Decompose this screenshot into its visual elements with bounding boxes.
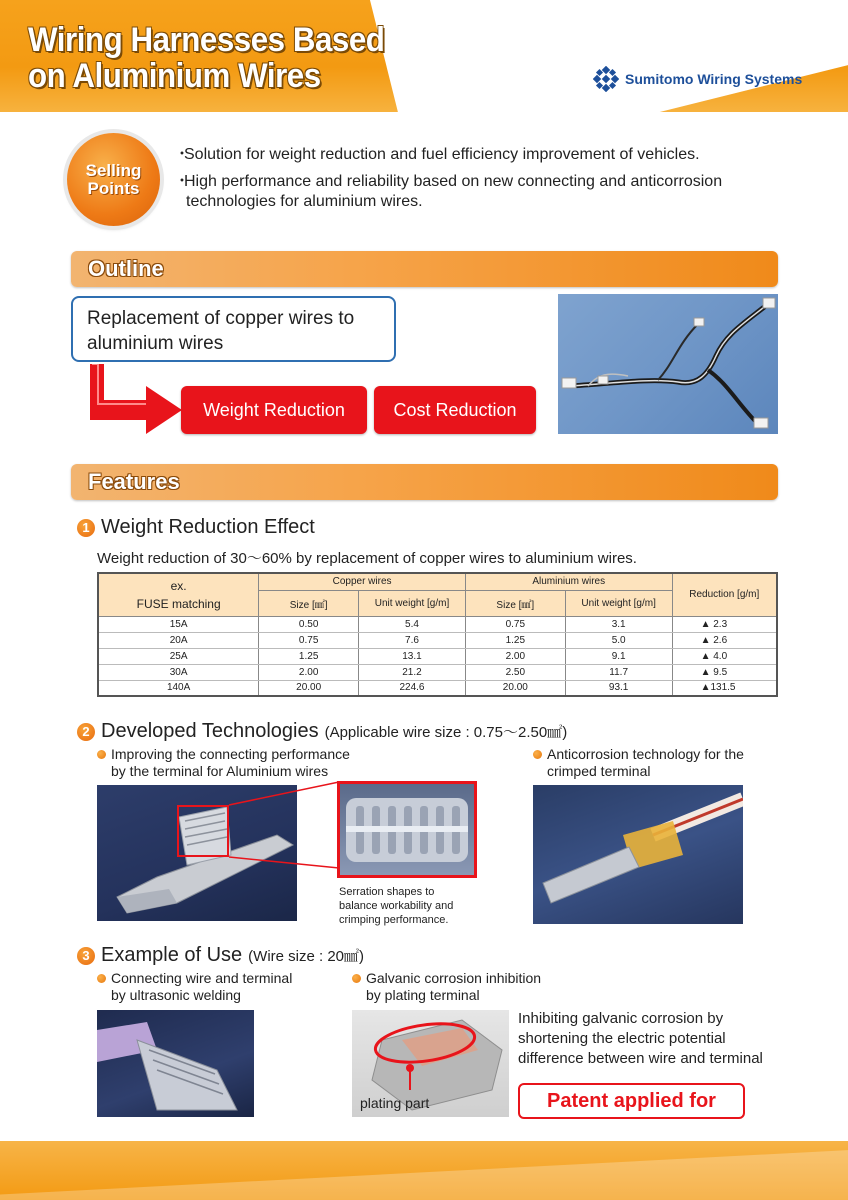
bullet-line: by the terminal for Aluminium wires (111, 763, 329, 779)
section-2-subtitle: (Applicable wire size : 0.75～2.50㎟) (324, 724, 568, 741)
weight-reduction-button: Weight Reduction (181, 386, 367, 434)
serration-caption (339, 885, 453, 927)
weight-reduction-description: Weight reduction of 30～60% by replacement of copper wires to aluminium wires. (97, 550, 637, 567)
red-arrow-icon (86, 364, 186, 434)
ultrasonic-welding-photo (97, 1010, 254, 1117)
al-size-cell: 0.75 (465, 616, 565, 632)
number-3-icon: 3 (77, 947, 95, 965)
table-row (98, 632, 777, 648)
fuse-cell: 20A (98, 632, 259, 648)
reduction-cell: ▲ 9.5 (672, 664, 777, 680)
caption-line: crimping performance. (339, 914, 449, 926)
fuse-header-line-2: FUSE matching (136, 596, 221, 611)
cu-size-header: Size [㎟] (259, 590, 359, 616)
brand (593, 66, 802, 92)
wiring-harness-photo (558, 294, 778, 434)
cu-weight-cell: 7.6 (359, 632, 466, 648)
section-2-title: Developed Technologies (101, 720, 319, 742)
al-weight-cell: 93.1 (565, 680, 672, 696)
al-weight-cell: 5.0 (565, 632, 672, 648)
number-1-icon: 1 (77, 519, 95, 537)
al-weight-cell: 11.7 (565, 664, 672, 680)
zoom-connector-lines (227, 780, 347, 870)
title-line-1: Wiring Harnesses Based (28, 21, 385, 59)
fuse-header (98, 573, 259, 616)
selling-points-badge (67, 133, 160, 226)
features-section-bar (71, 464, 778, 500)
ultrasonic-welding-image (97, 1010, 254, 1117)
outline-section-bar (71, 251, 778, 287)
section-1-heading (77, 516, 315, 539)
serration-zoom-photo (337, 781, 477, 878)
outline-box: Replacement of copper wires to aluminium wires (71, 296, 396, 362)
features-heading: Features (88, 469, 180, 494)
galvanic-inhibition-text: Inhibiting galvanic corrosion by shortening the electric potential difference between wire and terminal (518, 1010, 763, 1067)
bullet-line: by plating terminal (366, 987, 480, 1003)
cu-weight-header: Unit weight [g/m] (359, 590, 466, 616)
bullet-line: Connecting wire and terminal (111, 970, 293, 986)
selling-points-list (176, 145, 796, 219)
header-white-stripe (360, 0, 848, 112)
fuse-cell: 140A (98, 680, 259, 696)
sumitomo-logo-icon (593, 66, 619, 92)
caption-line: balance workability and (339, 900, 454, 912)
badge-line-1: Selling (85, 160, 142, 180)
table-body (98, 616, 777, 696)
al-weight-cell: 3.1 (565, 616, 672, 632)
ultrasonic-welding-bullet (97, 970, 292, 1004)
fuse-header-line-1: ex. (170, 578, 187, 593)
al-size-header: Size [㎟] (465, 590, 565, 616)
bullet-line: Anticorrosion technology for the (547, 746, 744, 762)
brand-name: Sumitomo Wiring Systems (625, 71, 803, 87)
bullet-line: Improving the connecting performance (111, 746, 350, 762)
al-size-cell: 2.00 (465, 648, 565, 664)
bullet-line: by ultrasonic welding (111, 987, 241, 1003)
al-weight-header: Unit weight [g/m] (565, 590, 672, 616)
cu-weight-cell: 21.2 (359, 664, 466, 680)
cu-weight-cell: 224.6 (359, 680, 466, 696)
plating-part-label: plating part (360, 1095, 430, 1111)
anticorrosion-photo (533, 785, 743, 924)
al-size-cell: 1.25 (465, 632, 565, 648)
footer-banner (0, 1141, 848, 1200)
connecting-performance-bullet (97, 746, 350, 780)
al-weight-cell: 9.1 (565, 648, 672, 664)
table-row (98, 680, 777, 696)
anticorrosion-bullet (533, 746, 744, 780)
section-3-subtitle: (Wire size : 20㎟) (248, 948, 365, 965)
anticorrosion-image (533, 785, 743, 924)
serration-image (340, 784, 474, 875)
fuse-cell: 30A (98, 664, 259, 680)
cu-size-cell: 2.00 (259, 664, 359, 680)
fuse-cell: 15A (98, 616, 259, 632)
copper-group-header: Copper wires (259, 573, 466, 590)
bullet-line: crimped terminal (547, 763, 651, 779)
cu-weight-cell: 13.1 (359, 648, 466, 664)
bullet-line: Galvanic corrosion inhibition (366, 970, 542, 986)
selling-point-item: ・ High performance and reliability based on new connecting and anticorrosion technologies for aluminium wires. (176, 172, 796, 212)
cu-size-cell: 0.75 (259, 632, 359, 648)
number-2-icon: 2 (77, 723, 95, 741)
zoom-frame (177, 805, 229, 857)
fuse-cell: 25A (98, 648, 259, 664)
table-row (98, 616, 777, 632)
footer-stripe (0, 1142, 848, 1200)
wiring-harness-image (558, 294, 778, 434)
reduction-header: Reduction [g/m] (672, 573, 777, 616)
selling-point-item: ・ Solution for weight reduction and fuel efficiency improvement of vehicles. (176, 145, 796, 165)
section-1-title: Weight Reduction Effect (101, 516, 315, 538)
table-row (98, 664, 777, 680)
patent-badge: Patent applied for (518, 1083, 745, 1119)
title-line-2: on Aluminium Wires (28, 57, 321, 95)
reduction-cell: ▲ 2.6 (672, 632, 777, 648)
table-row (98, 648, 777, 664)
outline-heading: Outline (88, 256, 164, 281)
cu-size-cell: 20.00 (259, 680, 359, 696)
section-3-title: Example of Use (101, 944, 243, 966)
cost-reduction-button: Cost Reduction (374, 386, 536, 434)
caption-line: Serration shapes to (339, 886, 435, 898)
badge-line-2: Points (87, 178, 140, 198)
aluminium-group-header: Aluminium wires (465, 573, 672, 590)
section-2-heading (77, 720, 567, 743)
al-size-cell: 2.50 (465, 664, 565, 680)
reduction-cell: ▲ 2.3 (672, 616, 777, 632)
reduction-cell: ▲131.5 (672, 680, 777, 696)
cu-size-cell: 0.50 (259, 616, 359, 632)
reduction-cell: ▲ 4.0 (672, 648, 777, 664)
galvanic-corrosion-bullet (352, 970, 541, 1004)
cu-weight-cell: 5.4 (359, 616, 466, 632)
page-title (28, 22, 384, 94)
section-3-heading (77, 944, 364, 967)
al-size-cell: 20.00 (465, 680, 565, 696)
cu-size-cell: 1.25 (259, 648, 359, 664)
weight-reduction-table (97, 572, 778, 697)
